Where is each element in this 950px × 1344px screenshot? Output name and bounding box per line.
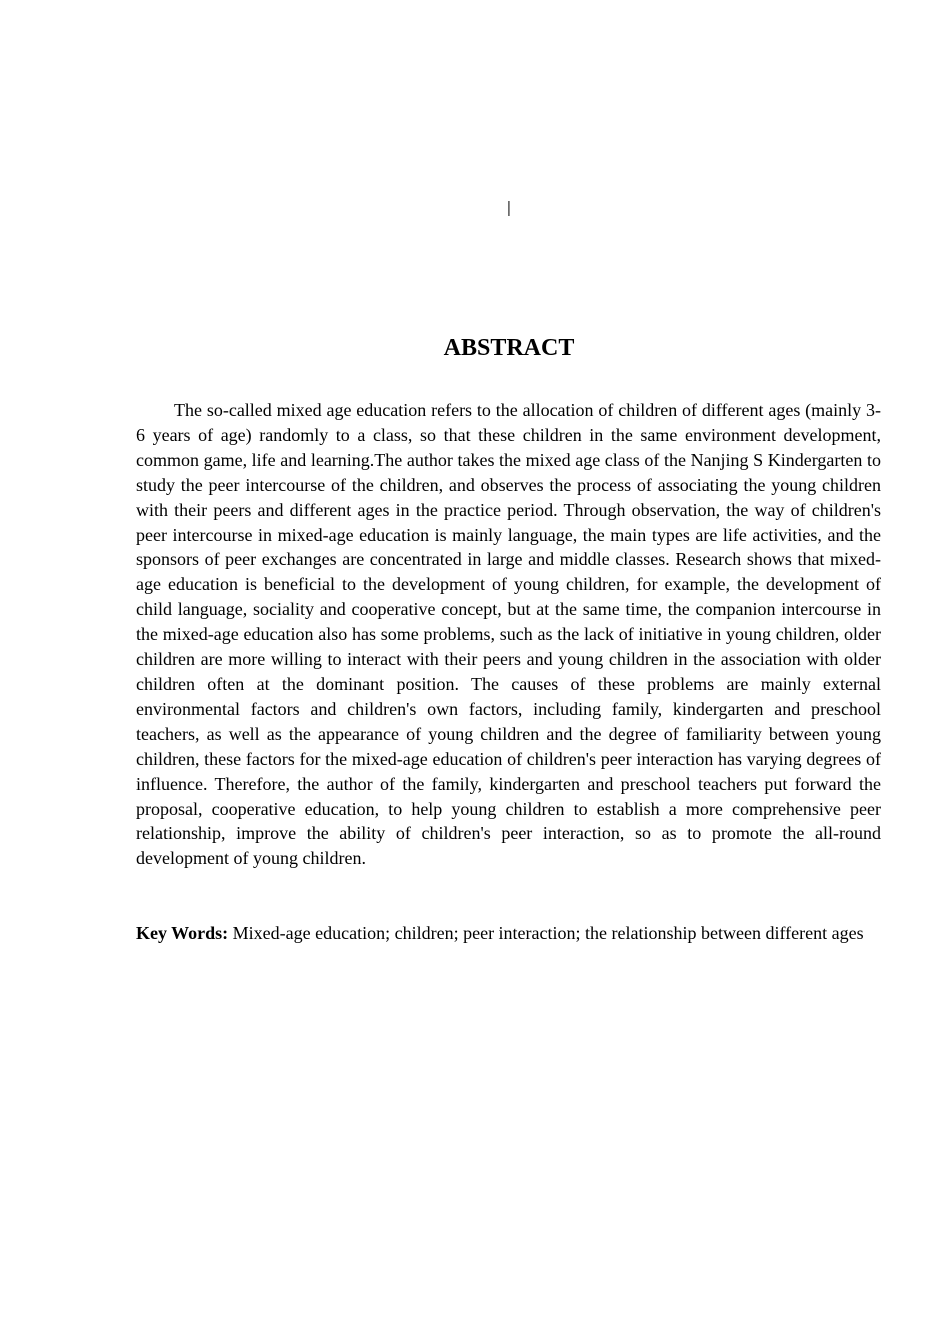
keywords-text: Mixed-age education; children; peer interaction; the relationship between different ages — [232, 923, 864, 943]
abstract-title: ABSTRACT — [443, 335, 575, 361]
page-number: I — [506, 197, 512, 221]
keywords-label: Key Words: — [136, 923, 229, 943]
keywords-paragraph — [136, 921, 881, 946]
abstract-body: The so-called mixed age education refers to the allocation of children of different ages (mainly 3-6 years of age) randomly to a class, so that these children in the same environment development, common game, life and learning.The author takes the mixed age class of the Nanjing S Kindergarten to study the peer intercourse of the children, and observes the process of associating the young children with their peers and different ages in the practice period. Through observation, the way of children's peer intercourse in mixed-age education is mainly language, the main types are life activities, and the sponsors of peer exchanges are concentrated in large and middle classes. Research shows that mixed-age education is beneficial to the development of young children, for example, the development of child language, sociality and cooperative concept, but at the same time, the companion intercourse in the mixed-age education also has some problems, such as the lack of initiative in young children, older children are more willing to interact with their peers and young children in the association with older children often at the dominant position. The causes of these problems are mainly external environmental factors and children's own factors, including family, kindergarten and preschool teachers, as well as the appearance of young children and the degree of familiarity between young children, these factors for the mixed-age education of children's peer interaction has varying degrees of influence. Therefore, the author of the family, kindergarten and preschool teachers put forward the proposal, cooperative education, to help young children to establish a more comprehensive peer relationship, improve the ability of children's peer interaction, so as to promote the all-round development of young children. — [136, 400, 881, 869]
